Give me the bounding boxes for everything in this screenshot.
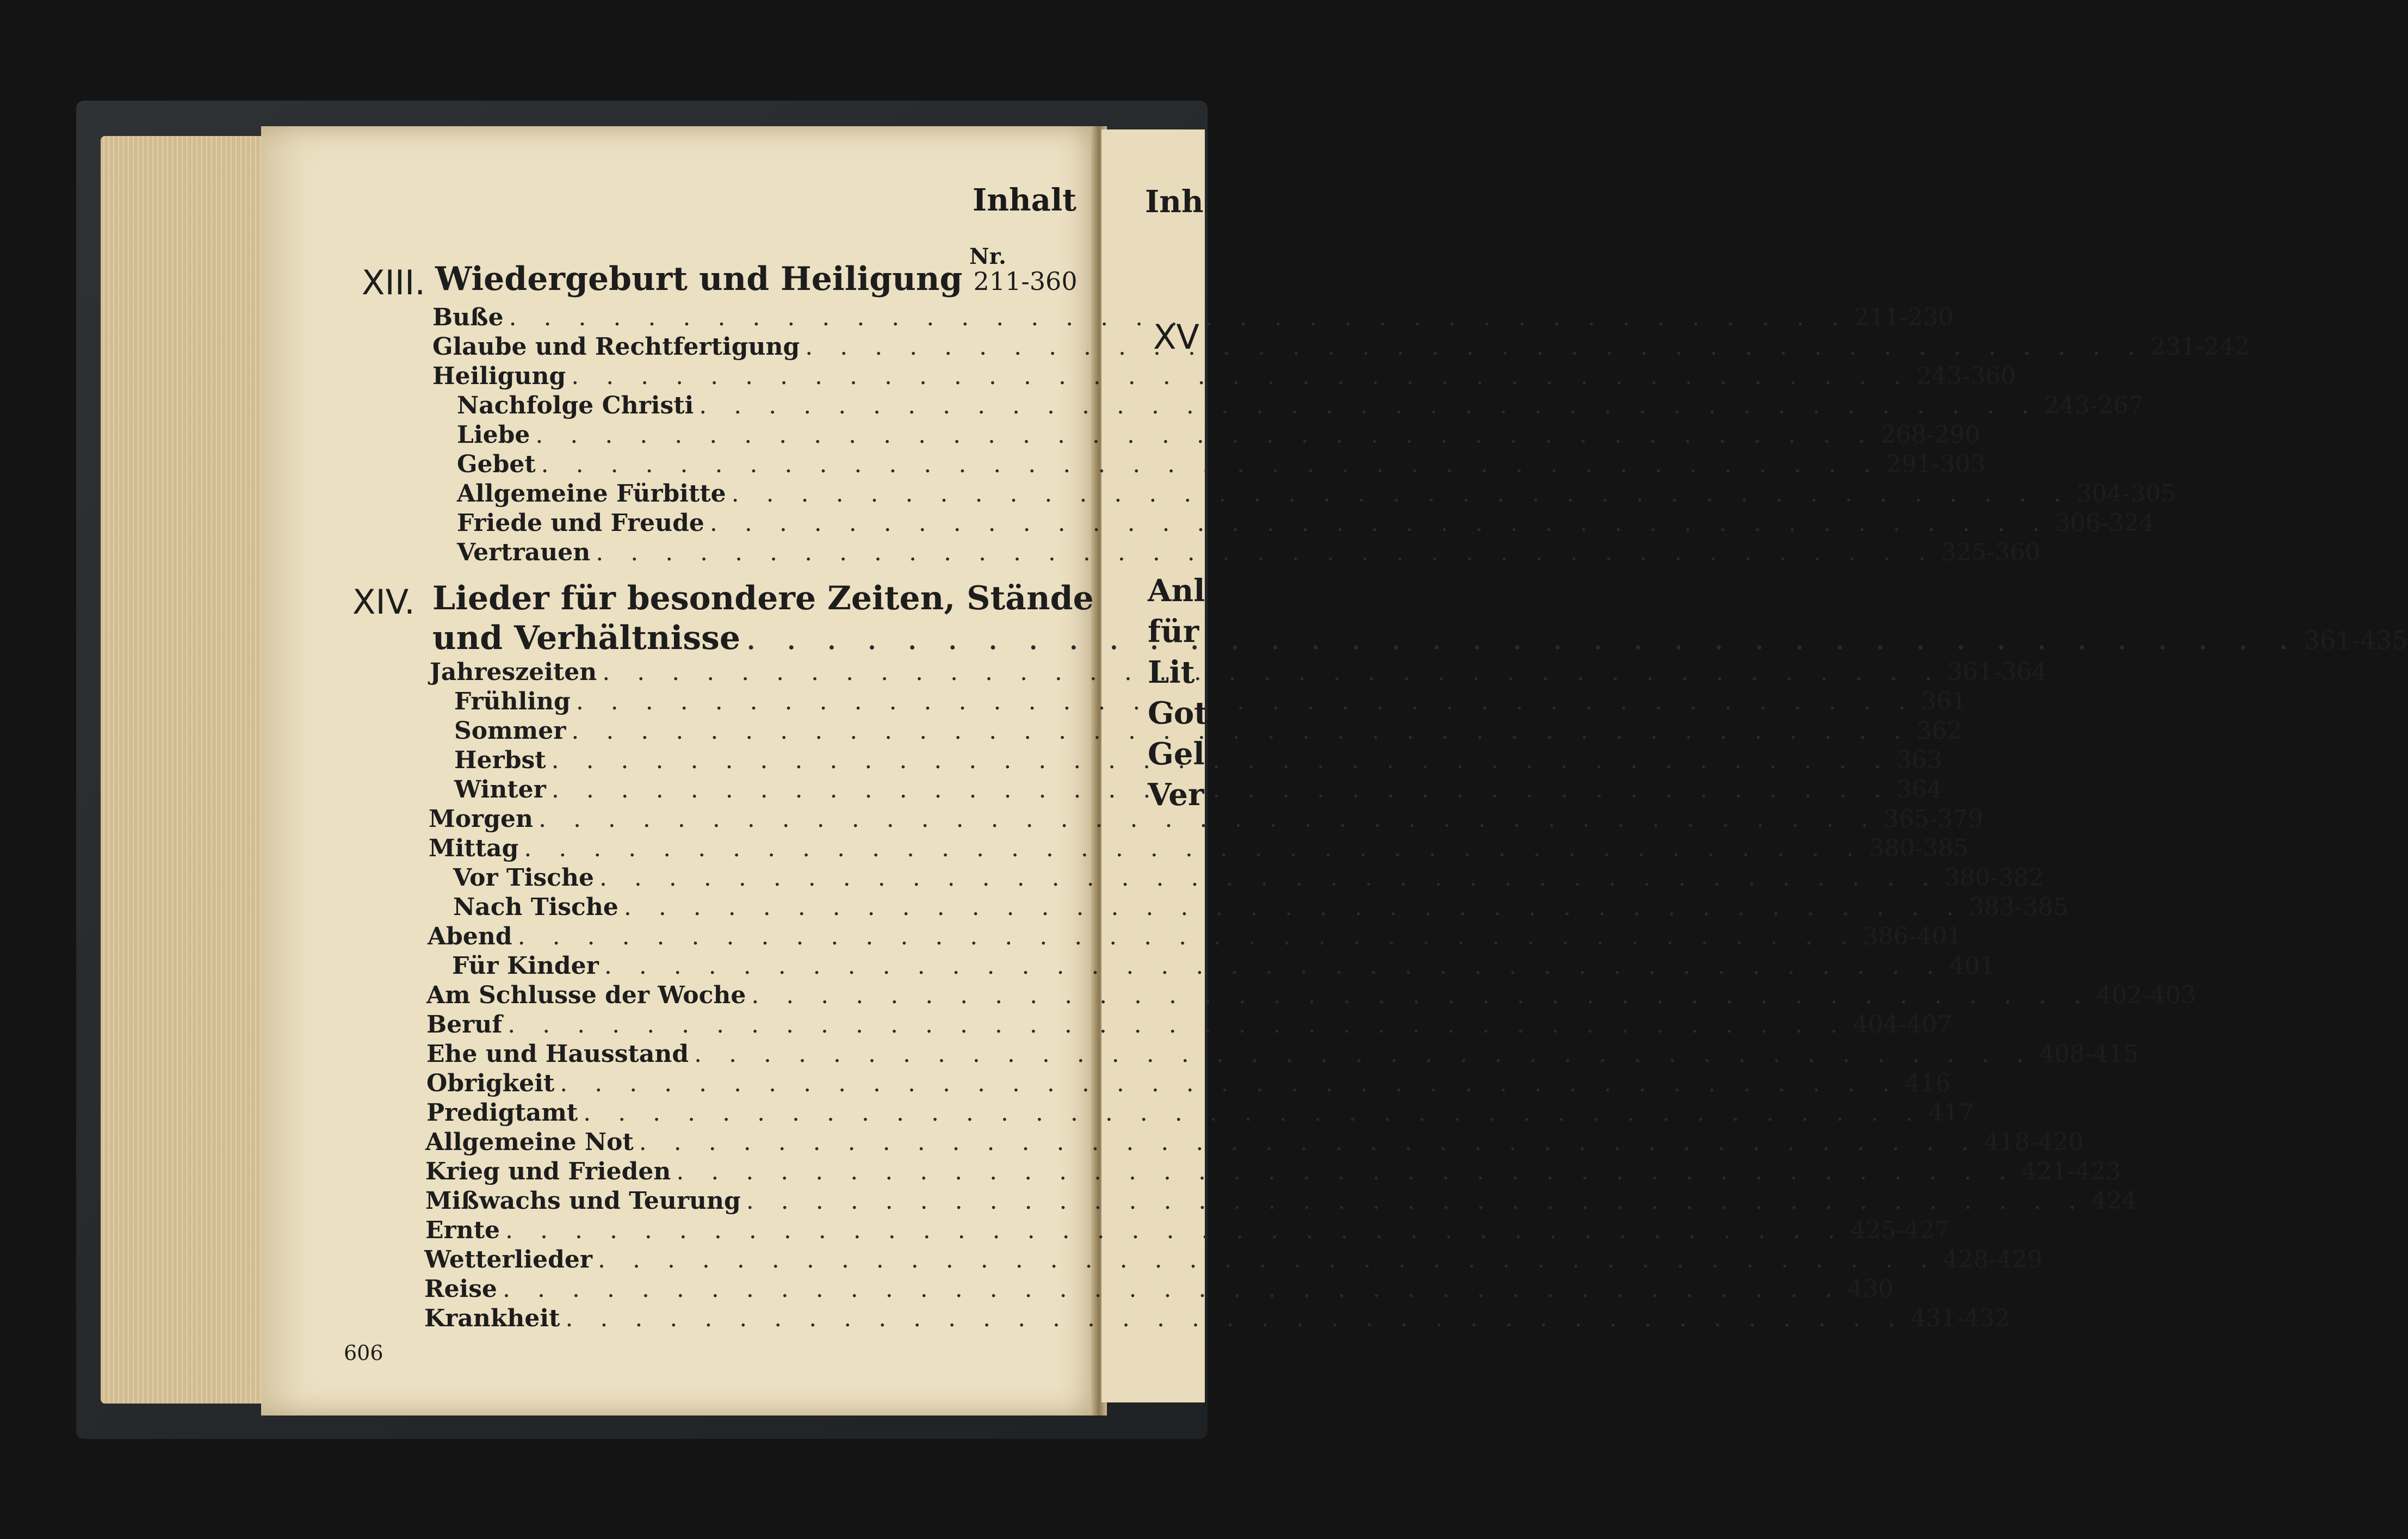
entry-range: 386-401 [1862,923,1963,950]
entry-label: Krankheit [424,1305,560,1332]
toc-entry [424,1246,2042,1275]
dot-leader [805,333,2145,361]
section-title-line [432,579,1094,617]
entry-label: Allgemeine Not [425,1128,634,1156]
entry-label: Ernte [425,1216,500,1244]
dot-leader [541,450,1881,478]
entry-range: 304-305 [2076,480,2176,508]
entry-range: 402-403 [2096,981,2196,1009]
dot-leader [602,658,1942,686]
dot-leader [732,480,2071,508]
dot-leader [524,835,1864,862]
entry-range: 380-382 [1944,864,2044,892]
entry-label: Ehe und Hausstand [426,1040,689,1068]
facing-page-line: Anl [1148,573,1205,609]
entry-range: 268-290 [1880,421,1980,449]
entry-range: 306-324 [2054,509,2155,537]
entry-label: Krieg und Frieden [425,1158,671,1185]
facing-page-line: Lit [1148,654,1195,690]
entry-label: Nach Tische [453,893,618,921]
entry-range: 231-242 [2150,333,2250,361]
entry-label: Winter [454,776,546,804]
entry-range: 418-420 [1984,1128,2084,1156]
facing-page-header: Inh [1145,184,1204,220]
entry-range: 416 [1905,1070,1951,1097]
toc-entry [453,864,2044,893]
dot-leader [503,1275,1842,1303]
entry-range: 380-385 [1869,835,1969,862]
entry-range: 243-267 [2044,392,2144,419]
entry-range: 211-230 [1854,304,1954,331]
entry-label: Vor Tische [453,864,594,892]
dot-leader [604,952,1944,980]
entry-range: 325-360 [1941,539,2041,566]
entry-label: Buße [432,304,504,331]
entry-label: Predigtamt [426,1099,578,1127]
entry-label: Am Schlusse der Woche [426,981,746,1009]
entry-range: 291-303 [1886,450,1986,478]
section-roman-numeral: XIV. [352,582,415,622]
dot-leader [576,688,1916,715]
entry-label: Frühling [454,688,571,715]
dot-leader [552,746,1891,774]
entry-range: 361-364 [1947,658,2047,686]
page-edges [101,136,269,1404]
section-heading [435,260,1078,298]
entry-label: Liebe [457,421,530,449]
dot-leader [505,1216,1845,1244]
dot-leader [518,923,1858,950]
dot-leader [507,1011,1847,1039]
toc-entry [429,835,1969,864]
entry-label: Wetterlieder [424,1246,593,1274]
dot-leader [571,717,1911,745]
toc-entry [428,923,1963,952]
dot-leader [598,1246,1937,1274]
entry-label: Heiligung [432,362,566,390]
entry-range: 383-385 [1969,893,2069,921]
entry-range: 363 [1896,746,1942,774]
dot-leader [751,981,2091,1009]
facing-page-line: Gel [1148,736,1205,772]
entry-range: 424 [2091,1187,2137,1215]
dot-leader [538,805,1878,833]
toc-entry [425,1216,1950,1246]
dot-leader [746,619,2299,657]
entry-range: 361 [1921,688,1967,715]
entry-range: 364 [1896,776,1942,804]
entry-range: 408-415 [2039,1040,2139,1068]
dot-leader [509,304,1849,331]
entry-range: 431-432 [1910,1305,2010,1332]
entry-label: Glaube und Rechtfertigung [432,333,800,361]
entry-range: 243-360 [1916,362,2016,390]
entry-range: 362 [1916,717,1963,745]
toc-entry [425,1128,2084,1158]
toc-entry [457,392,2144,421]
entry-range: 430 [1848,1275,1893,1303]
entry-label: Gebet [457,450,536,478]
entry-range: 404-407 [1853,1011,1953,1039]
entry-label: Friede und Freude [457,509,704,537]
page-number: 606 [344,1341,383,1365]
dot-leader [676,1158,2016,1185]
toc-entry [426,1099,1974,1128]
toc-entry [426,1011,1953,1040]
toc-entry [426,981,2196,1011]
dot-leader [560,1070,1899,1097]
dot-leader [710,509,2050,537]
section-title: Lieder für besondere Zeiten, Stände [432,579,1094,617]
dot-leader [552,776,1891,804]
toc-entry [425,1187,2137,1216]
section-range: 361-435 [2304,626,2408,655]
facing-page-line: für [1148,614,1199,650]
dot-leader [694,1040,2034,1068]
entry-range: 401 [1949,952,1995,980]
entry-label: Reise [424,1275,498,1303]
dot-leader [571,362,1911,390]
toc-entry [454,717,1963,746]
dot-leader [599,864,1939,892]
entry-label: Jahreszeiten [430,658,597,686]
entry-range: 421-423 [2021,1158,2121,1185]
entry-label: Morgen [429,805,533,833]
entry-label: Herbst [454,746,546,774]
facing-page-line: Got [1148,695,1209,731]
toc-entry [426,1040,2139,1070]
toc-entry [424,1275,1893,1305]
entry-label: Sommer [454,717,566,745]
toc-entry [426,1070,1951,1099]
dot-leader [565,1305,1905,1332]
entry-label: Nachfolge Christi [457,392,694,419]
dot-leader [746,1187,2086,1215]
toc-entry [432,304,1954,333]
entry-label: Vertrauen [457,539,591,566]
entry-range: 428-429 [1942,1246,2042,1274]
toc-entry [457,539,2041,568]
toc-entry [429,805,1983,835]
toc-entry [457,480,2176,509]
entry-label: Beruf [426,1011,503,1039]
section-title: und Verhältnisse [432,619,741,657]
dot-leader [583,1099,1923,1127]
entry-range: 365-379 [1883,805,1983,833]
section-roman-numeral: XIII. [362,263,426,302]
toc-entry [457,450,1986,480]
toc-entry [432,362,2016,392]
facing-page-roman: XV [1153,317,1199,357]
section-range: 211-360 [973,267,1078,296]
entry-range: 417 [1928,1099,1974,1127]
dot-leader [624,893,1964,921]
entry-label: Obrigkeit [426,1070,555,1097]
facing-page-line: Ver [1148,777,1204,813]
toc-entry [457,421,1980,450]
dot-leader [699,392,2039,419]
toc-entry [425,1158,2121,1187]
entry-label: Mittag [429,835,519,862]
entry-label: Allgemeine Fürbitte [457,480,726,508]
toc-entry [424,1305,2010,1334]
page-header: Inhalt [973,182,1077,218]
entry-label: Mißwachs und Teurung [425,1187,741,1215]
entry-label: Abend [428,923,512,950]
entry-label: Für Kinder [452,952,599,980]
toc-entry [452,952,1995,981]
section-title: Wiedergeburt und Heiligung [435,260,963,298]
toc-entry [457,509,2155,539]
dot-leader [535,421,1875,449]
dot-leader [596,539,1935,566]
toc-entry [453,893,2069,923]
nr-column-label: Nr. [969,244,1006,269]
entry-range: 425-427 [1850,1216,1950,1244]
dot-leader [639,1128,1979,1156]
